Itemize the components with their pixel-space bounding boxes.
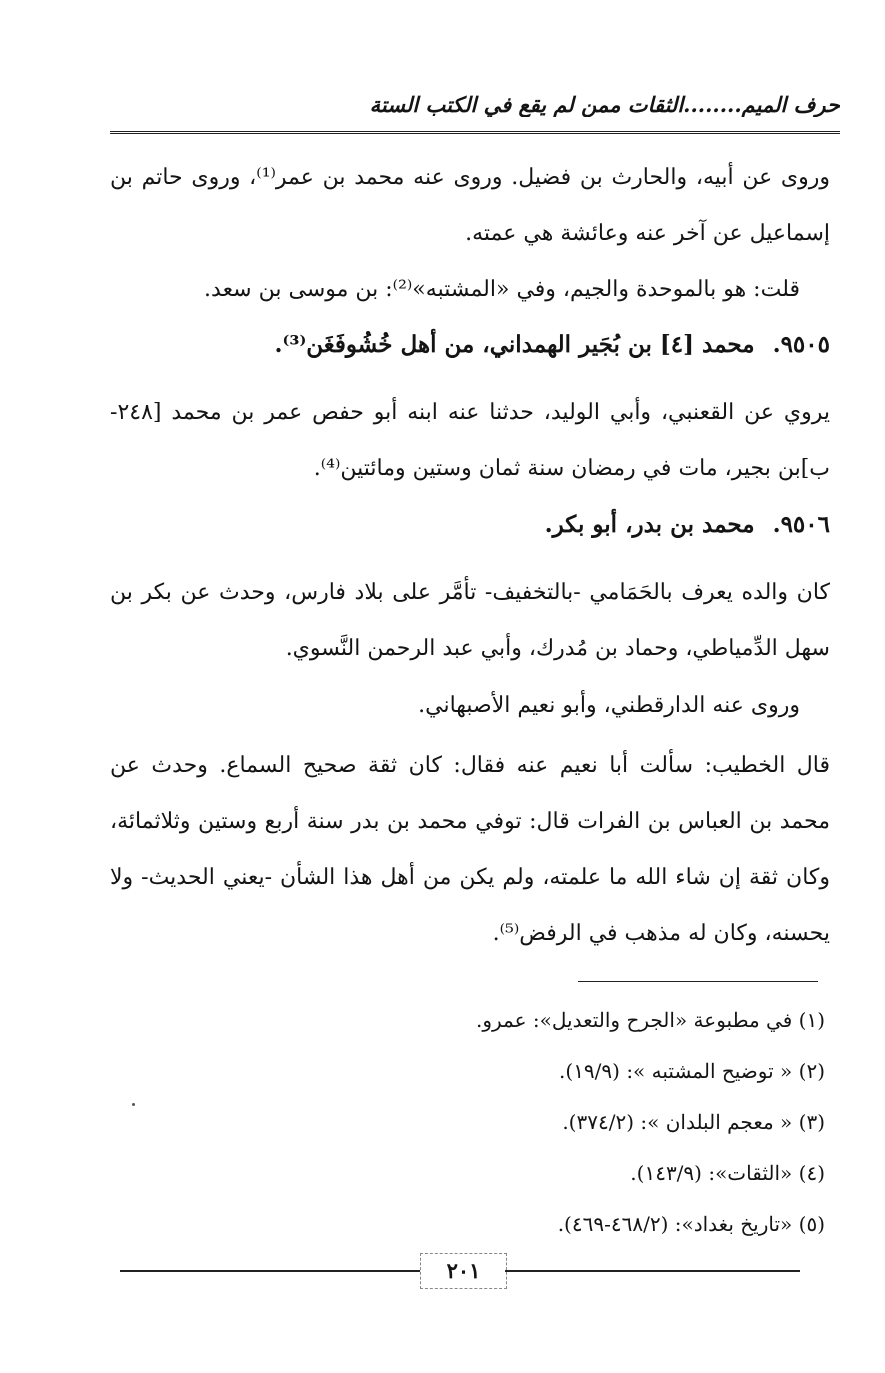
entry-heading: محمد [٤] بن بُجَير الهمداني، من أهل خُشُوفَغَن⁽³⁾. bbox=[274, 331, 755, 358]
footnote-4: (٤) «الثقات»: (١٤٣/٩). bbox=[630, 1161, 825, 1185]
entry-number: ٩٥٠٦. bbox=[772, 511, 830, 538]
footnote-5: (٥) «تاريخ بغداد»: (٤٦٨/٢-٤٦٩). bbox=[557, 1212, 825, 1236]
paragraph-2: قلت: هو بالموحدة والجيم، وفي «المشتبه»⁽²⁾: بن موسى بن سعد. bbox=[204, 277, 800, 302]
header-dots: ........ bbox=[683, 92, 742, 117]
entry-heading: محمد بن بدر، أبو بكر. bbox=[544, 511, 755, 538]
entry-9505 bbox=[275, 325, 830, 365]
footnote-1: (١) في مطبوعة «الجرح والتعديل»: عمرو. bbox=[476, 1008, 825, 1032]
header-book-title: الثقات ممن لم يقع في الكتب الستة bbox=[369, 92, 684, 117]
entry-9506 bbox=[545, 505, 830, 545]
footnote-3: (٣) « معجم البلدان »: (٣٧٤/٢). bbox=[562, 1110, 825, 1134]
paragraph-1: وروى عن أبيه، والحارث بن فضيل. وروى عنه محمد بن عمر⁽¹⁾، وروى حاتم بن إسماعيل عن آخر عنه وعائشة هي عمته. bbox=[110, 165, 831, 246]
header-rule bbox=[110, 131, 840, 134]
header-chapter: حرف الميم bbox=[741, 92, 840, 117]
footer-rule-left bbox=[120, 1270, 420, 1272]
footnote-separator bbox=[578, 981, 818, 982]
running-header bbox=[110, 92, 840, 117]
paragraph-6: قال الخطيب: سألت أبا نعيم عنه فقال: كان ثقة صحيح السماع. وحدث عن محمد بن العباس بن الفرات قال: توفي محمد بن بدر سنة أربع وستين وثلاثمائة، وكان ثقة إن شاء الله ما علمته، ولم يكن من أهل هذا الشأن -يعني الحديث- ولا يحسنه، وكان له مذهب في الرفض⁽⁵⁾. bbox=[110, 753, 831, 946]
scan-speck bbox=[132, 1103, 135, 1106]
page-number: ٢٠١ bbox=[420, 1253, 507, 1289]
paragraph-5: وروى عنه الدارقطني، وأبو نعيم الأصبهاني. bbox=[418, 693, 800, 718]
footer-rule-right bbox=[505, 1270, 800, 1272]
footnote-2: (٢) « توضيح المشتبه »: (١٩/٩). bbox=[559, 1059, 825, 1083]
paragraph-4: كان والده يعرف بالحَمَامي -بالتخفيف- تأمَّر على بلاد فارس، وحدث عن بكر بن سهل الدِّمياطي، وحماد بن مُدرك، وأبي عبد الرحمن النَّسوي. bbox=[110, 580, 830, 661]
paragraph-3: يروي عن القعنبي، وأبي الوليد، حدثنا عنه ابنه أبو حفص عمر بن محمد [٢٤٨-ب]بن بجير، مات في رمضان سنة ثمان وستين ومائتين⁽⁴⁾. bbox=[110, 400, 830, 481]
footnotes bbox=[110, 995, 825, 1250]
entry-number: ٩٥٠٥. bbox=[772, 331, 830, 358]
